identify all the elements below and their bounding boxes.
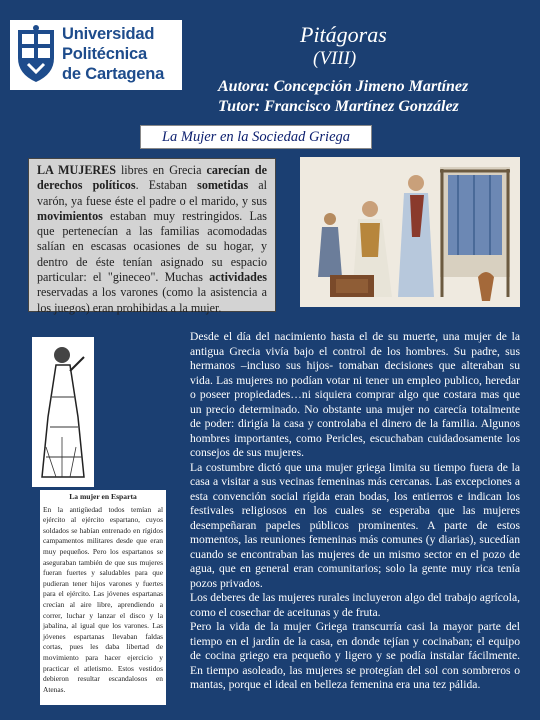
intro-text-box bbox=[28, 158, 276, 315]
body-paragraph: Desde el día del nacimiento hasta el de su muerte, una mujer de la antigua Grecia vivía bajo el control de los hombres. Su padre, sus hermanos –incluso sus hijos- tomaban decisiones que alteraban su vida. Las mujeres no podían votar ni tener un empleo publico, heredar o poseer propiedades…ni siquiera comprar algo que costara mas que un precio determinado. No obstante una mujer no carecía totalmente de poder: dirigía la casa y controlaba el dinero de la familia. Algunos hombres importantes, como Pericles, escuchaban cuidadosamente los consejos de sus mujeres. bbox=[190, 330, 520, 459]
sparta-sidebar bbox=[40, 490, 166, 705]
intro-span: . Estaban bbox=[135, 178, 198, 193]
intro-span: reservadas a los varones (como la asistencia a los juegos) eran prohibidas a la mujer. bbox=[37, 285, 267, 315]
university-logo bbox=[10, 20, 182, 90]
intro-span: movimientos bbox=[37, 208, 103, 223]
intro-span: carecían de derechos políticos bbox=[37, 163, 267, 193]
page-title: Pitágoras bbox=[300, 22, 387, 47]
intro-span: actividades bbox=[209, 270, 267, 285]
section-title: La Mujer en la Sociedad Griega bbox=[140, 125, 372, 149]
logo-line-2: Politécnica bbox=[62, 45, 147, 63]
page-subtitle: (VIII) bbox=[313, 48, 357, 69]
logo-line-3: de Cartagena bbox=[62, 65, 165, 83]
shield-crest-icon bbox=[14, 24, 58, 84]
body-paragraph: Los deberes de las mujeres rurales incluyeron algo del trabajo agrícola, como el cosechar de aceitunas y de fruta. bbox=[190, 591, 520, 619]
body-paragraph: Pero la vida de la mujer Griega transcurría casi la mayor parte del tiempo en el jardín de la casa, en donde tejían y cocinaban; el equipo de cocina griego era pequeño y ligero y se podía instalar fácilmente. En tiempo asoleado, las mujeres se protegían del sol con sombreros o mantas, porque el ideal en belleza femenina era una tez pálida. bbox=[190, 620, 520, 691]
sparta-text: En la antigüedad todos temían al ejército al ejército espartano, cuyos soldados se habían entrenado en rígidos campamentos militares desde que eran muy pequeños. Pero los espartanos se aseguraban también de que sus mujeres fueran fuertes y saludables para que pudieran tener hijos varones y fuertes para el ejército. Las jóvenes espartanas crecían al aire libre, aprendiendo a correr, luchar y lanzar el disco y la jabalina, al igual que los varones. Las jóvenes espartanas llevaban faldas cortas, pues les daba libertad de movimiento para hacer ejercicio y practicar el atletismo. Estos vestidos debieron resultar escandalosos en Atenas. bbox=[43, 504, 163, 694]
university-name bbox=[62, 24, 180, 84]
tutor-line: Tutor: Francisco Martínez González bbox=[218, 98, 459, 115]
body-paragraph: La costumbre dictó que una mujer griega limita su tiempo fuera de la casa a visitar a sus vecinas femeninas más cercanas. Las excepciones a esta convención social rígida eran bodas, los entierros e indican los festivales religiosos en los cuales se esperaba que las mujeres desempeñaran papeles públicos prominentes. A parte de estos momentos, las reuniones femeninas más comunes (y diarias), sucedían cuando se encontraban las mujeres de un mismo sector en el pozo de agua, que en general eran comunitarios; solo la gente muy rica tenía pozos privados. bbox=[190, 460, 520, 590]
logo-line-1: Universidad bbox=[62, 25, 155, 43]
intro-span: LA MUJERES bbox=[37, 163, 116, 177]
dancing-woman-figure bbox=[32, 337, 94, 487]
intro-span: sometidas bbox=[197, 178, 249, 193]
author-line: Autora: Concepción Jimeno Martínez bbox=[218, 78, 469, 95]
sparta-heading: La mujer en Esparta bbox=[69, 492, 137, 501]
intro-span: estaban muy restringidos. Las que pertenecían a las familias acomodadas salían en escasas ocasiones de su hogar, y dentro de éste tenían asignado su espacio particular: el "gineceo". Muchas bbox=[37, 208, 267, 285]
greek-women-illustration bbox=[300, 157, 520, 307]
intro-span: libres en Grecia bbox=[115, 163, 207, 177]
main-body-text bbox=[190, 330, 520, 693]
intro-span: al varón, ya fuese éste el padre o el marido, y sus bbox=[37, 178, 268, 208]
